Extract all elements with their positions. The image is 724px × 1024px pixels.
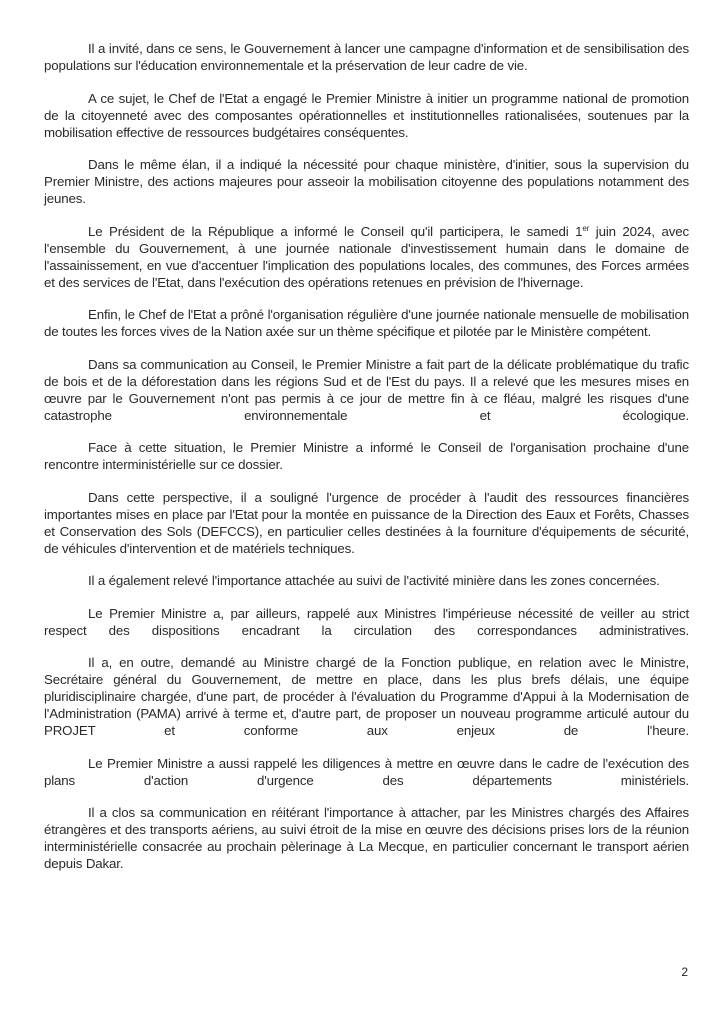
paragraph-investment-day-after: juin 2024, avec l'ensemble du Gouvernement, à une journée nationale d'investissement humain dans le domaine de l'assainissement, en vue d'accentuer l'implication des populations locales, des communes, des Forces armées et des services de l'Etat, dans l'exécution des opérations retenues en prévision de l'hivernage.	[44, 223, 689, 290]
paragraph-correspondence: Le Premier Ministre a, par ailleurs, rappelé aux Ministres l'impérieuse nécessité de veiller au strict respect des dispositions encadrant la circulation des correspondances administratives.	[44, 605, 689, 638]
paragraph-deforestation: Dans sa communication au Conseil, le Premier Ministre a fait part de la délicate problématique du trafic de bois et de la déforestation dans les régions Sud et de l'Est du pays. Il a relevé que les mesures mises en œuvre par le Gouvernement n'ont pas permis à ce jour de mettre fin à ce fléau, malgré les risques d'une catastrophe environnementale et écologique.	[44, 356, 689, 423]
paragraph-interministerial-meeting: Face à cette situation, le Premier Ministre a informé le Conseil de l'organisation prochaine d'une rencontre interministérielle sur ce dossier.	[44, 440, 689, 472]
paragraph-pama: Il a, en outre, demandé au Ministre chargé de la Fonction publique, en relation avec le Ministre, Secrétaire général du Gouvernement, de mettre en place, dans les plus brefs délais, une équipe pluridisciplinaire chargée, d'une part, de procéder à l'évaluation du Programme d'Appui à la Modernisation de l'Administration (PAMA) arrivé à terme et, d'autre part, de proposer un nouveau programme articulé autour du PROJET et conforme aux enjeux de l'heure.	[44, 655, 689, 738]
paragraph-audit: Dans cette perspective, il a souligné l'urgence de procéder à l'audit des ressources financières importantes mises en place par l'Etat pour la montée en puissance de la Direction des Eaux et Forêts, Chasses et Conservation des Sols (DEFCCS), en particulier celles destinées à la fourniture d'équipements de sécurité, de véhicules d'intervention et de matériels techniques.	[44, 489, 689, 556]
paragraph-investment-day	[44, 223, 689, 291]
paragraph-mining: Il a également relevé l'importance attachée au suivi de l'activité minière dans les zones concernées.	[88, 573, 660, 588]
paragraph-citizenship-program: A ce sujet, le Chef de l'Etat a engagé le Premier Ministre à initier un programme national de promotion de la citoyenneté avec des composantes opérationnelles et institutionnelles rationalisées, soutenues par la mobilisation effective de ressources budgétaires conséquentes.	[44, 90, 689, 140]
paragraph-ministry-actions: Dans le même élan, il a indiqué la nécessité pour chaque ministère, d'initier, sous la supervision du Premier Ministre, des actions majeures pour asseoir la mobilisation citoyenne des populations notamment des jeunes.	[44, 157, 689, 206]
ordinal-suffix: er	[582, 223, 590, 233]
paragraph-investment-day-before: Le Président de la République a informé le Conseil qu'il participera, le samedi 1	[88, 223, 583, 239]
paragraph-monthly-mobilisation: Enfin, le Chef de l'Etat a prôné l'organisation régulière d'une journée nationale mensuelle de mobilisation de toutes les forces vives de la Nation axée sur un thème spécifique et pilotée par le Ministère compétent.	[44, 307, 689, 339]
paragraph-campaign: Il a invité, dans ce sens, le Gouvernement à lancer une campagne d'information et de sensibilisation des populations sur l'éducation environnementale et la préservation de leur cadre de vie.	[44, 41, 689, 73]
page-number: 2	[681, 965, 688, 979]
document-page	[44, 40, 689, 888]
paragraph-emergency-plans: Le Premier Ministre a aussi rappelé les diligences à mettre en œuvre dans le cadre de l'exécution des plans d'action d'urgence des départements ministériels.	[44, 755, 689, 788]
paragraph-pilgrimage: Il a clos sa communication en réitérant l'importance à attacher, par les Ministres chargés des Affaires étrangères et des transports aériens, au suivi étroit de la mise en œuvre des décisions prises lors de la réunion interministérielle consacrée au prochain pèlerinage à La Mecque, en particulier concernant le transport aérien depuis Dakar.	[44, 805, 689, 871]
